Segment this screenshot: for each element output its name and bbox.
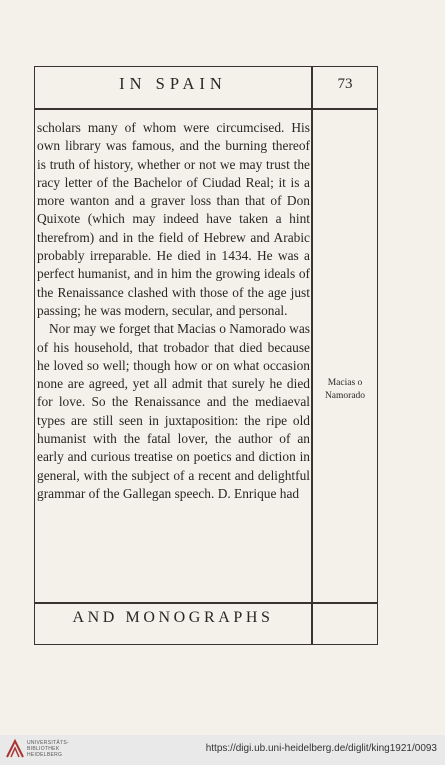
page-number: 73 xyxy=(337,76,353,92)
marginal-note-line: Macias o xyxy=(327,378,363,388)
body-text xyxy=(37,119,310,503)
header-rule xyxy=(34,108,378,110)
footer-rule xyxy=(34,602,378,604)
library-bar xyxy=(0,735,445,765)
marginal-note-line: Namorado xyxy=(324,391,366,401)
margin-column-rule xyxy=(311,66,313,645)
marginal-note xyxy=(314,377,376,403)
paragraph: Nor may we forget that Macias o Namorado was of his household, that trobador that died because he loved so well; though how or on what occasion none are agreed, yet all admit that surely he died for love. So the Renaissance and the mediaeval types are still seen in juxtaposition: the ripe old humanist with the fatal lover, the author of an early and curious treatise on poetics and diction in general, with the subject of a recent and delightful grammar of the Gallegan speech. D. Enrique had xyxy=(37,321,310,501)
logo-line: HEIDELBERG xyxy=(27,752,63,758)
running-head: IN SPAIN xyxy=(119,74,227,93)
paragraph: scholars many of whom were circumcised. His own library was famous, and the burning thereof is truth of history, whether or not we may trust the racy letter of the Bachelor of Ciudad Real; it is a more wanton and a graver loss than that of Don Quixote (which may indeed have taken a hint therefrom) and in the field of Hebrew and Arabic probably irreparable. He died in 1434. He was a perfect humanist, and in him the growing ideals of the Renaissance clashed with those of the age just passing; he was modern, secular, and personal. xyxy=(37,120,310,318)
source-url-link[interactable]: https://digi.ub.uni-heidelberg.de/diglit/king1921/0093 xyxy=(205,743,437,754)
library-logo-icon xyxy=(5,739,25,759)
footer-title: AND MONOGRAPHS xyxy=(72,609,274,626)
logo-line: UNIVERSITÄTS- xyxy=(27,740,69,746)
library-logo-text xyxy=(27,740,69,758)
logo-line: BIBLIOTHEK xyxy=(27,746,60,752)
